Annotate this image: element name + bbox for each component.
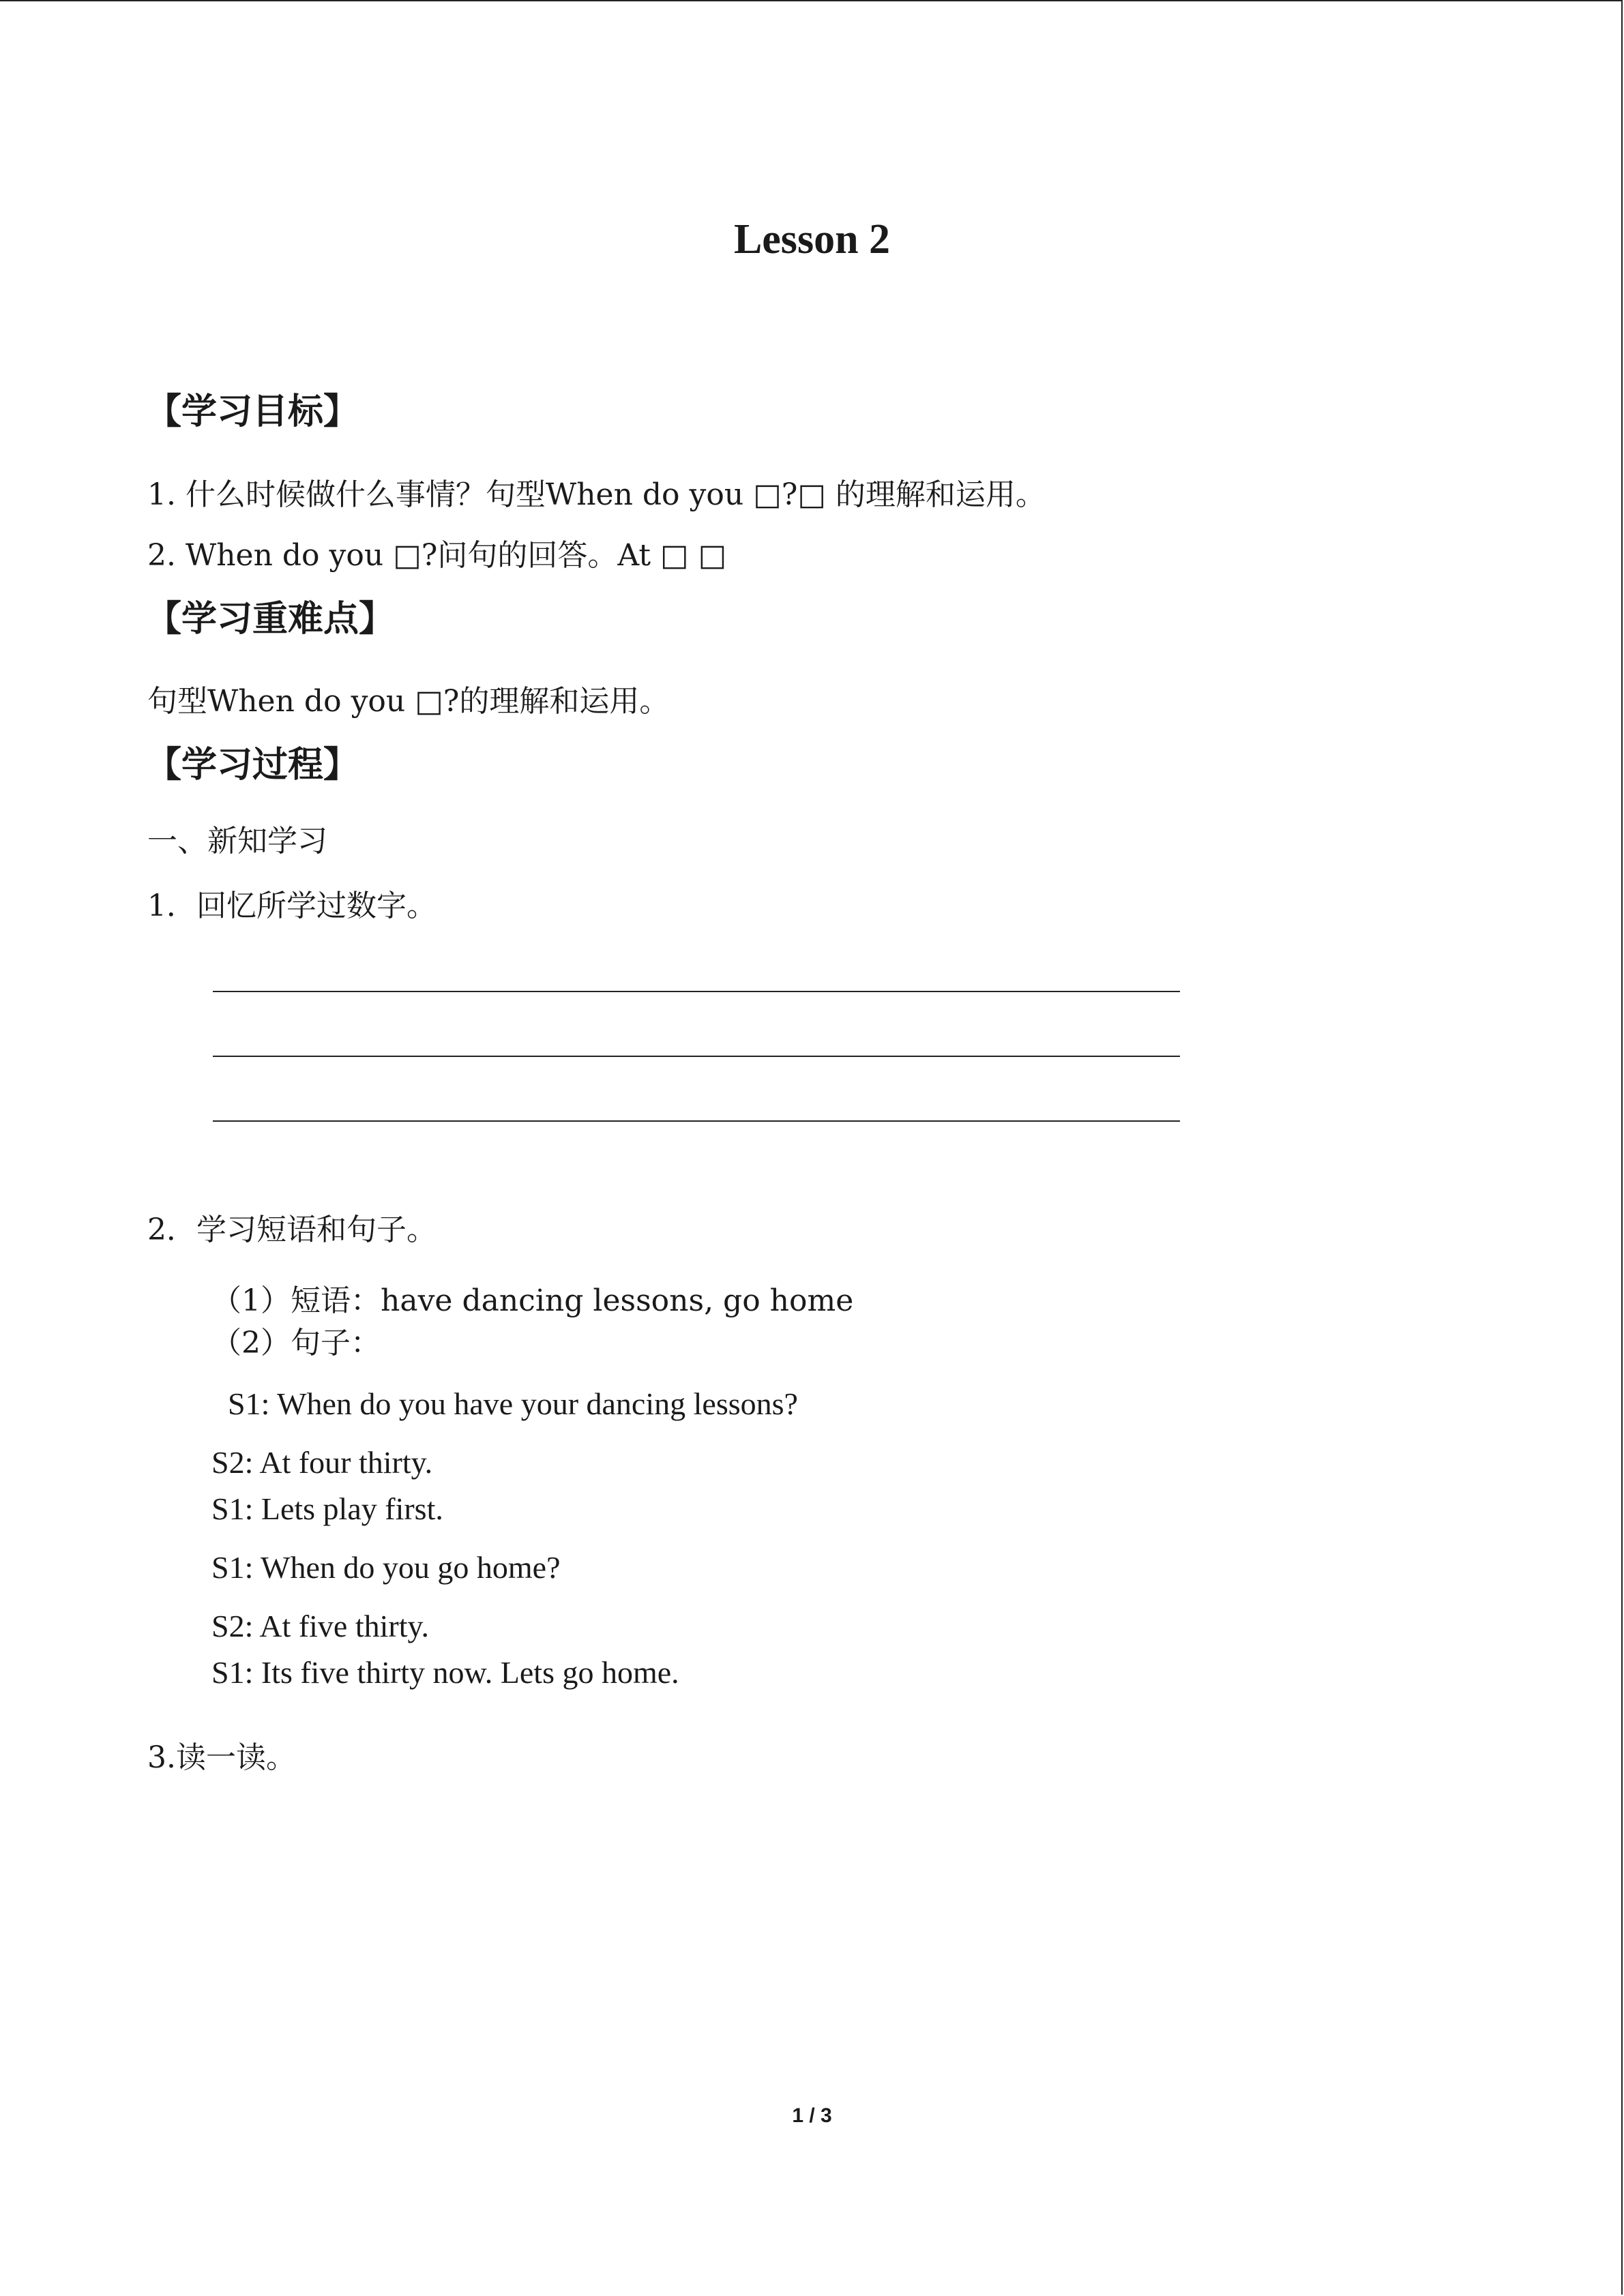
key-points-text: 句型When do you □?的理解和运用。	[147, 684, 670, 719]
step-3-label: 3.读一读。	[147, 1740, 296, 1775]
dialogue-line: S1: Its five thirty now. Lets go home.	[211, 1655, 679, 1690]
answer-line-2	[213, 1056, 1180, 1057]
process-heading: 【学习过程】	[146, 745, 359, 786]
dialogue-line: S2: At five thirty.	[211, 1609, 430, 1643]
step-2-label: 2．学习短语和句子。	[147, 1212, 437, 1247]
sentences-label: （2）句子：	[211, 1326, 381, 1360]
dialogue-line: S1: When do you have your dancing lessons?	[228, 1386, 798, 1421]
dialogue-line: S2: At four thirty.	[211, 1445, 433, 1480]
step-1-label: 1．回忆所学过数字。	[147, 889, 437, 923]
objectives-heading: 【学习目标】	[146, 391, 359, 432]
dialogue-line: S1: Lets play first.	[211, 1491, 443, 1526]
page-number: 1 / 3	[792, 2104, 832, 2127]
objective-item-1: 1. 什么时候做什么事情？句型When do you □?□ 的理解和运用。	[147, 477, 1046, 512]
key-points-heading: 【学习重难点】	[146, 599, 395, 640]
page-title: Lesson 2	[733, 216, 891, 263]
answer-line-1	[213, 991, 1180, 992]
objective-item-2: 2. When do you □?问句的回答。At □ □	[147, 538, 727, 573]
answer-line-3	[213, 1120, 1180, 1122]
part-one-label: 一、新知学习	[147, 824, 327, 859]
dialogue-line: S1: When do you go home?	[211, 1550, 561, 1585]
phrases-line: （1）短语：have dancing lessons, go home	[211, 1283, 854, 1318]
